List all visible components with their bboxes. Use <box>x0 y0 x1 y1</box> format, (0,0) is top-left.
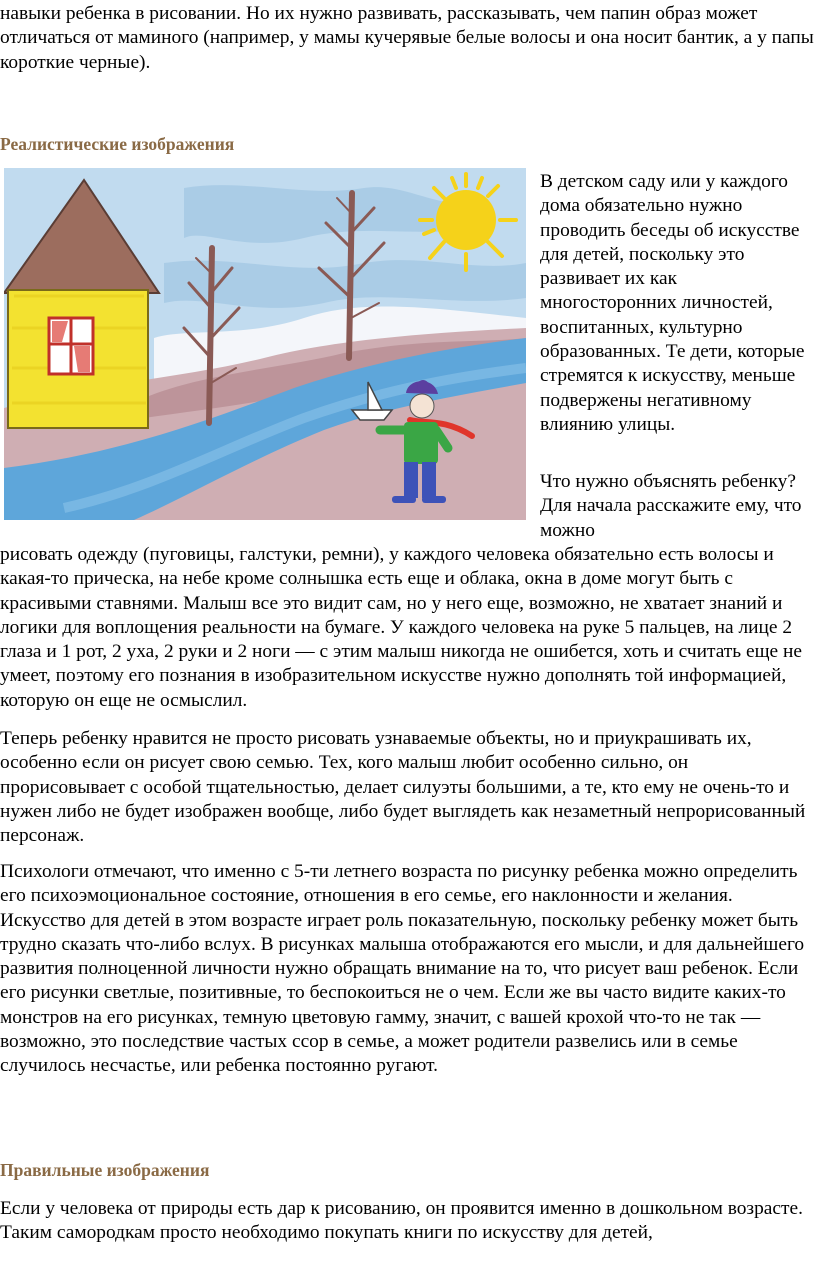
paragraph-family: Теперь ребенку нравится не просто рисовать узнаваемые объекты, но и приукрашивать их, особенно если он рисует свою семью. Тех, кого малыш любит особенно сильно, он прорисовывает с особой тщательностью, делает силуэты большими, а те, кто ему не очень-то и нужен либо не будет изображен вообще, либо будет выглядеть как незаметный непрорисованный персонаж. <box>0 728 806 847</box>
paragraph-talent: Если у человека от природы есть дар к рисованию, он проявится именно в дошкольном возрасте. Таким самородкам просто необходимо покупать книги по искусству для детей, <box>0 1198 803 1244</box>
intro-paragraph: навыки ребенка в рисовании. Но их нужно развивать, рассказывать, чем папин образ может отличаться от маминого (например, у мамы кучерявые белые волосы и она носит бантик, а у папы короткие черные). <box>0 3 814 73</box>
side-paragraph: В детском саду или у каждого дома обязательно нужно проводить беседы об искусстве для детей, поскольку это развивает их как многосторонних личностей, воспитанных, культурно образованных. Те дети, которые стремятся к искусству, меньше подвержены негативному влиянию улицы. <box>540 171 805 435</box>
section-heading-realistic: Реалистические изображения <box>0 134 235 154</box>
continued-paragraph: рисовать одежду (пуговицы, галстуки, ремни), у каждого человека обязательно есть волосы и какая-то прическа, на небе кроме солнышка есть еще и облака, окна в доме могут быть с красивыми ставнями. Малыш все это видит сам, но у него еще, возможно, не хватает знаний и логики для воплощения реальности на бумаге. У каждого человека на руке 5 пальцев, на лице 2 глаза и 1 рот, 2 уха, 2 руки и 2 ноги — с этим малыш никогда не ошибется, хоть и считать еще не умеет, поэтому его познания в изобразительном искусстве нужно дополнять той информацией, которую он еще не осмыслил. <box>0 544 802 711</box>
side-lead-paragraph: Что нужно объяснять ребенку? Для начала расскажите ему, что можно <box>540 471 802 541</box>
section-heading-correct: Правильные изображения <box>0 1160 210 1180</box>
paragraph-psychologists: Психологи отмечают, что именно с 5-ти летнего возраста по рисунку ребенка можно определить его психоэмоциональное состояние, отношения в его семье, его наклонности и желания. Искусство для детей в этом возрасте играет роль показательную, поскольку ребенку может быть трудно сказать что-либо вслух. В рисунках малыша отображаются его мысли, и для дальнейшего развития полноценной личности нужно обращать внимание на то, что рисует ваш ребенок. Если его рисунки светлые, позитивные, то беспокоиться не о чем. Если же вы часто видите каких-то монстров на его рисунках, темную цветовую гамму, значит, с вашей крохой что-то не так — возможно, это последствие частых ссор в семье, а может родители развелись или в семье случилось несчастье, или ребенка постоянно ругают. <box>0 861 805 1077</box>
child-drawing-illustration <box>4 168 526 520</box>
